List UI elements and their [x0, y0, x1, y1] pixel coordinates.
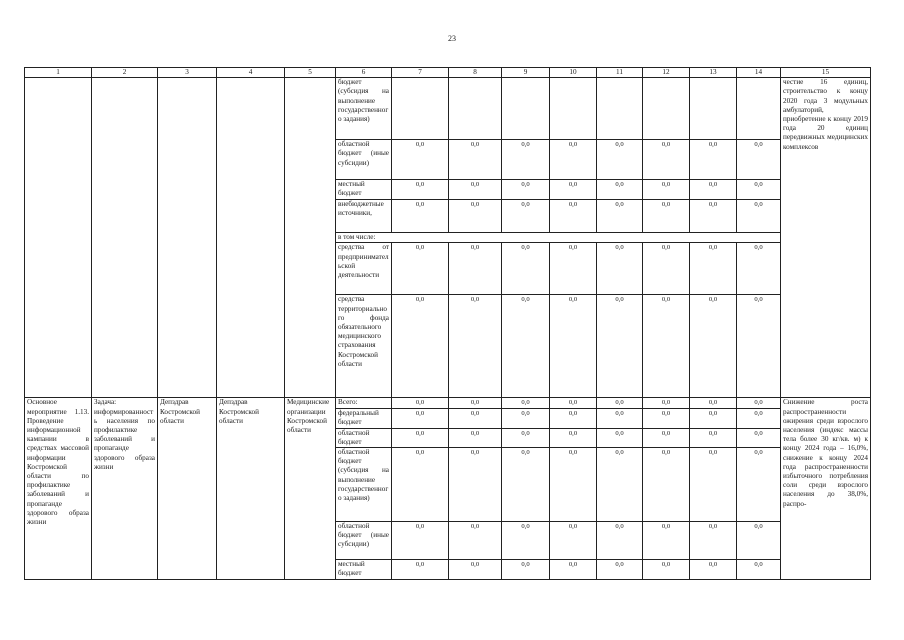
value-cell: 0,0	[643, 200, 690, 233]
value-cell: 0,0	[392, 448, 449, 522]
value-cell: 0,0	[597, 560, 643, 580]
header-cell-13: 13	[690, 68, 737, 78]
value-cell-empty	[597, 78, 643, 140]
row-label: областной бюджет (иные субсидии)	[336, 140, 392, 180]
value-cell: 0,0	[392, 560, 449, 580]
value-cell: 0,0	[643, 428, 690, 447]
value-cell: 0,0	[392, 200, 449, 233]
header-cell-2: 2	[92, 68, 158, 78]
value-cell: 0,0	[737, 560, 781, 580]
value-cell: 0,0	[502, 428, 550, 447]
merged-col2: Задача: информированность населения по профилактике заболеваний и пропаганде здорового образа жизни	[92, 398, 158, 580]
value-cell: 0,0	[449, 295, 502, 398]
value-cell: 0,0	[449, 448, 502, 522]
value-cell: 0,0	[550, 398, 597, 408]
page-number: 23	[448, 34, 456, 43]
value-cell: 0,0	[449, 200, 502, 233]
empty-cell-col3	[158, 78, 217, 398]
value-cell: 0,0	[550, 448, 597, 522]
value-cell: 0,0	[449, 522, 502, 560]
value-cell: 0,0	[643, 408, 690, 428]
value-cell: 0,0	[550, 428, 597, 447]
header-row	[25, 68, 871, 78]
value-cell: 0,0	[449, 560, 502, 580]
value-cell: 0,0	[392, 428, 449, 447]
value-cell: 0,0	[550, 180, 597, 200]
value-cell: 0,0	[392, 180, 449, 200]
value-cell: 0,0	[597, 428, 643, 447]
value-cell: 0,0	[392, 140, 449, 180]
row-label: областной бюджет	[336, 428, 392, 447]
header-cell-11: 11	[597, 68, 643, 78]
value-cell-empty	[737, 78, 781, 140]
empty-cell-col4	[217, 78, 285, 398]
value-cell: 0,0	[690, 522, 737, 560]
row-label: бюджет (субсидия на выполнение государственного задания)	[336, 78, 392, 140]
value-cell: 0,0	[643, 448, 690, 522]
value-cell: 0,0	[597, 522, 643, 560]
value-cell: 0,0	[449, 428, 502, 447]
value-cell: 0,0	[449, 243, 502, 295]
value-cell: 0,0	[737, 243, 781, 295]
row-label: средства территориального фонда обязательного медицинского страхования Костромской области	[336, 295, 392, 398]
value-cell: 0,0	[643, 560, 690, 580]
program-table	[24, 67, 871, 580]
value-cell: 0,0	[690, 180, 737, 200]
value-cell: 0,0	[690, 408, 737, 428]
merged-col1: Основное мероприятие 1.13. Проведение информационной кампании в средствах массовой информации Костромской области по профилактике заболеваний и пропаганде здорового образа жизни	[25, 398, 92, 580]
value-cell: 0,0	[550, 295, 597, 398]
value-cell: 0,0	[597, 180, 643, 200]
row-label: внебюджетные источники,	[336, 200, 392, 233]
value-cell: 0,0	[737, 408, 781, 428]
value-cell: 0,0	[737, 428, 781, 447]
value-cell: 0,0	[502, 560, 550, 580]
value-cell: 0,0	[690, 295, 737, 398]
value-cell: 0,0	[502, 140, 550, 180]
value-cell: 0,0	[550, 200, 597, 233]
value-cell: 0,0	[597, 295, 643, 398]
value-cell: 0,0	[643, 180, 690, 200]
row-label: местный бюджет	[336, 560, 392, 580]
value-cell: 0,0	[737, 448, 781, 522]
value-cell: 0,0	[690, 448, 737, 522]
header-cell-8: 8	[449, 68, 502, 78]
value-cell-empty	[643, 78, 690, 140]
row-label: областной бюджет (иные субсидии)	[336, 522, 392, 560]
row-label: Всего:	[336, 398, 392, 408]
header-cell-5: 5	[285, 68, 336, 78]
value-cell: 0,0	[550, 140, 597, 180]
value-cell: 0,0	[690, 140, 737, 180]
value-cell: 0,0	[597, 243, 643, 295]
value-cell: 0,0	[737, 295, 781, 398]
value-cell-empty	[449, 78, 502, 140]
value-cell: 0,0	[449, 180, 502, 200]
header-cell-1: 1	[25, 68, 92, 78]
value-cell: 0,0	[550, 560, 597, 580]
value-cell-empty	[392, 78, 449, 140]
table-row	[25, 78, 871, 140]
merged-col5: Медицинские организации Костромской области	[285, 398, 336, 580]
header-cell-4: 4	[217, 68, 285, 78]
value-cell: 0,0	[597, 448, 643, 522]
value-cell: 0,0	[597, 140, 643, 180]
empty-cell-col1	[25, 78, 92, 398]
value-cell-empty	[690, 78, 737, 140]
value-cell: 0,0	[550, 408, 597, 428]
value-cell: 0,0	[690, 243, 737, 295]
value-cell: 0,0	[737, 522, 781, 560]
expected-result: честие 16 единиц, строительство к концу 2020 года 3 модульных амбулаторий, приобретение к концу 2019 года 20 единиц передвижных медицинских комплексов	[781, 78, 871, 398]
value-cell: 0,0	[502, 522, 550, 560]
value-cell-empty	[502, 78, 550, 140]
value-cell: 0,0	[502, 180, 550, 200]
merged-col4: Депздрав Костромской области	[217, 398, 285, 580]
value-cell: 0,0	[597, 200, 643, 233]
value-cell: 0,0	[449, 398, 502, 408]
table-row	[25, 398, 871, 408]
row-label: местный бюджет	[336, 180, 392, 200]
value-cell: 0,0	[502, 243, 550, 295]
value-cell: 0,0	[643, 140, 690, 180]
value-cell: 0,0	[597, 408, 643, 428]
empty-cell-col2	[92, 78, 158, 398]
value-cell: 0,0	[737, 398, 781, 408]
header-cell-3: 3	[158, 68, 217, 78]
value-cell: 0,0	[392, 408, 449, 428]
value-cell: 0,0	[643, 295, 690, 398]
header-cell-15: 15	[781, 68, 871, 78]
row-label: средства от предпринимательской деятельности	[336, 243, 392, 295]
value-cell: 0,0	[737, 200, 781, 233]
value-cell: 0,0	[502, 295, 550, 398]
header-cell-7: 7	[392, 68, 449, 78]
header-cell-14: 14	[737, 68, 781, 78]
value-cell: 0,0	[550, 522, 597, 560]
value-cell: 0,0	[690, 560, 737, 580]
value-cell: 0,0	[690, 398, 737, 408]
value-cell: 0,0	[502, 448, 550, 522]
value-cell: 0,0	[690, 428, 737, 447]
value-cell: 0,0	[737, 180, 781, 200]
value-cell: 0,0	[449, 408, 502, 428]
value-cell: 0,0	[643, 398, 690, 408]
value-cell: 0,0	[597, 398, 643, 408]
table-body	[25, 68, 871, 580]
value-cell: 0,0	[502, 398, 550, 408]
expected-result: Снижение роста распространенности ожирения среди взрослого населения (индекс массы тела более 30 кг/кв. м) к концу 2024 года – 16,0%, снижение к концу 2024 года распространенности избыточного потребления соли среди взрослого населения до 38,0%, распро-	[781, 398, 871, 580]
row-label: федеральный бюджет	[336, 408, 392, 428]
value-cell: 0,0	[737, 140, 781, 180]
value-cell: 0,0	[392, 398, 449, 408]
header-cell-12: 12	[643, 68, 690, 78]
value-cell: 0,0	[643, 522, 690, 560]
value-cell: 0,0	[392, 522, 449, 560]
empty-cell-col5	[285, 78, 336, 398]
value-cell: 0,0	[449, 140, 502, 180]
header-cell-6: 6	[336, 68, 392, 78]
header-cell-9: 9	[502, 68, 550, 78]
merged-col3: Депздрав Костромской области	[158, 398, 217, 580]
value-cell: 0,0	[550, 243, 597, 295]
value-cell: 0,0	[392, 295, 449, 398]
header-cell-10: 10	[550, 68, 597, 78]
value-cell: 0,0	[502, 408, 550, 428]
row-label-merged: в том числе:	[336, 233, 781, 243]
value-cell: 0,0	[392, 243, 449, 295]
value-cell: 0,0	[690, 200, 737, 233]
value-cell: 0,0	[502, 200, 550, 233]
row-label: областной бюджет (субсидия на выполнение государственного задания)	[336, 448, 392, 522]
value-cell: 0,0	[643, 243, 690, 295]
value-cell-empty	[550, 78, 597, 140]
